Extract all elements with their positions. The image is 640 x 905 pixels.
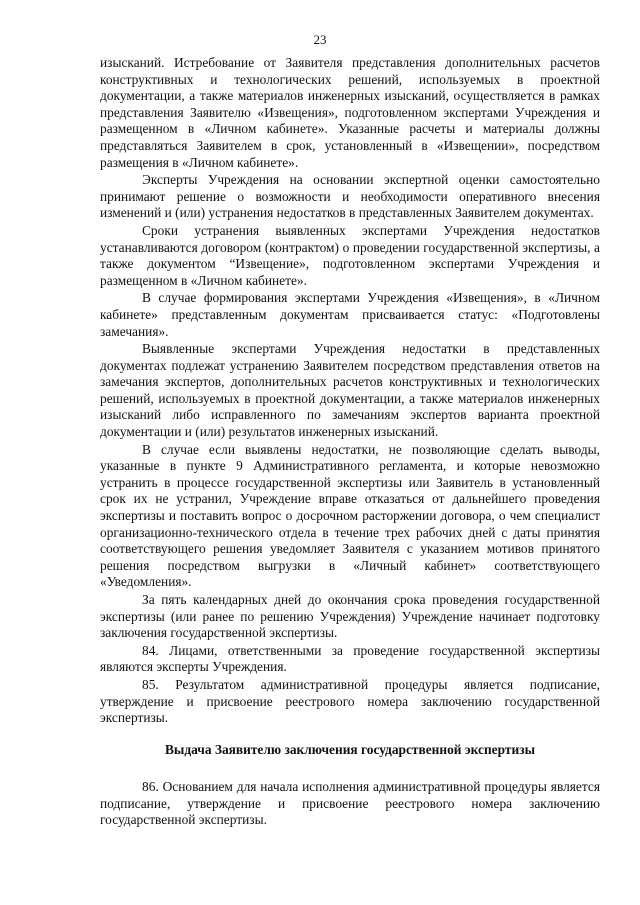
- paragraph: В случае если выявлены недостатки, не позволяющие сделать выводы, указанные в пункте 9 Административного регламента, и которые невозможно устранить в процессе государственной экспертизы или Заявитель в установленный срок их не устранил, Учреждение вправе отказаться от дальнейшего проведения экспертизы и поставить вопрос о досрочном расторжении договора, о чем специалист организационно-технического отдела в течение трех рабочих дней с даты принятия соответствующего решения уведомляет Заявителя с указанием мотивов принятого решения посредством выгрузки в «Личный кабинет» соответствующего «Уведомления».: [100, 441, 600, 590]
- paragraph-86: 86. Основанием для начала исполнения административной процедуры является подписание, утверждение и присвоение реестрового номера заключению государственной экспертизы.: [100, 779, 600, 828]
- page-number: 23: [313, 32, 327, 47]
- paragraph-85: 85. Результатом административной процедуры является подписание, утверждение и присвоение реестрового номера заключению государственной экспертизы.: [100, 676, 600, 726]
- section-heading: Выдача Заявителю заключения государственной экспертизы: [164, 742, 536, 757]
- paragraph-84: 84. Лицами, ответственными за проведение государственной экспертизы являются эксперты Учреждения.: [100, 642, 600, 675]
- paragraph: изысканий. Истребование от Заявителя представления дополнительных расчетов конструктивных и технологических решений, используемых в проектной документации, а также материалов инженерных изысканий, осуществляется в рамках представления Заявителю «Извещения», подготовленном экспертами Учреждения и размещенном в «Личном кабинете». Указанные расчеты и материалы должны представляться Заявителем в срок, установленный в «Извещении», посредством размещения в «Личном кабинете».: [100, 55, 600, 170]
- paragraph: Выявленные экспертами Учреждения недостатки в представленных документах подлежат устранению Заявителем посредством представления ответов на замечания экспертов, дополнительных расчетов конструктивных и технологических решений, используемых в проектной документации, а также материалов инженерных изысканий либо исправленного по замечаниям экспертов варианта проектной документации и (или) результатов инженерных изысканий.: [100, 341, 600, 440]
- paragraph: Сроки устранения выявленных экспертами Учреждения недостатков устанавливаются договором (контрактом) о проведении государственной экспертизы, а также документом “Извещение», подготовленном экспертами Учреждения и размещенном в «Личном кабинете».: [100, 222, 600, 288]
- paragraph: В случае формирования экспертами Учреждения «Извещения», в «Личном кабинете» представленным документам присваивается статус: «Подготовлены замечания».: [100, 290, 600, 339]
- document-body: [100, 55, 600, 727]
- paragraph: Эксперты Учреждения на основании экспертной оценки самостоятельно принимают решение о возможности и необходимости оперативного внесения изменений и (или) устранения недостатков в представленных Заявителем документах.: [100, 172, 600, 221]
- paragraph: За пять календарных дней до окончания срока проведения государственной экспертизы (или ранее по решению Учреждения) Учреждение начинает подготовку заключения государственной экспертизы.: [100, 592, 600, 641]
- section-body: [100, 779, 600, 829]
